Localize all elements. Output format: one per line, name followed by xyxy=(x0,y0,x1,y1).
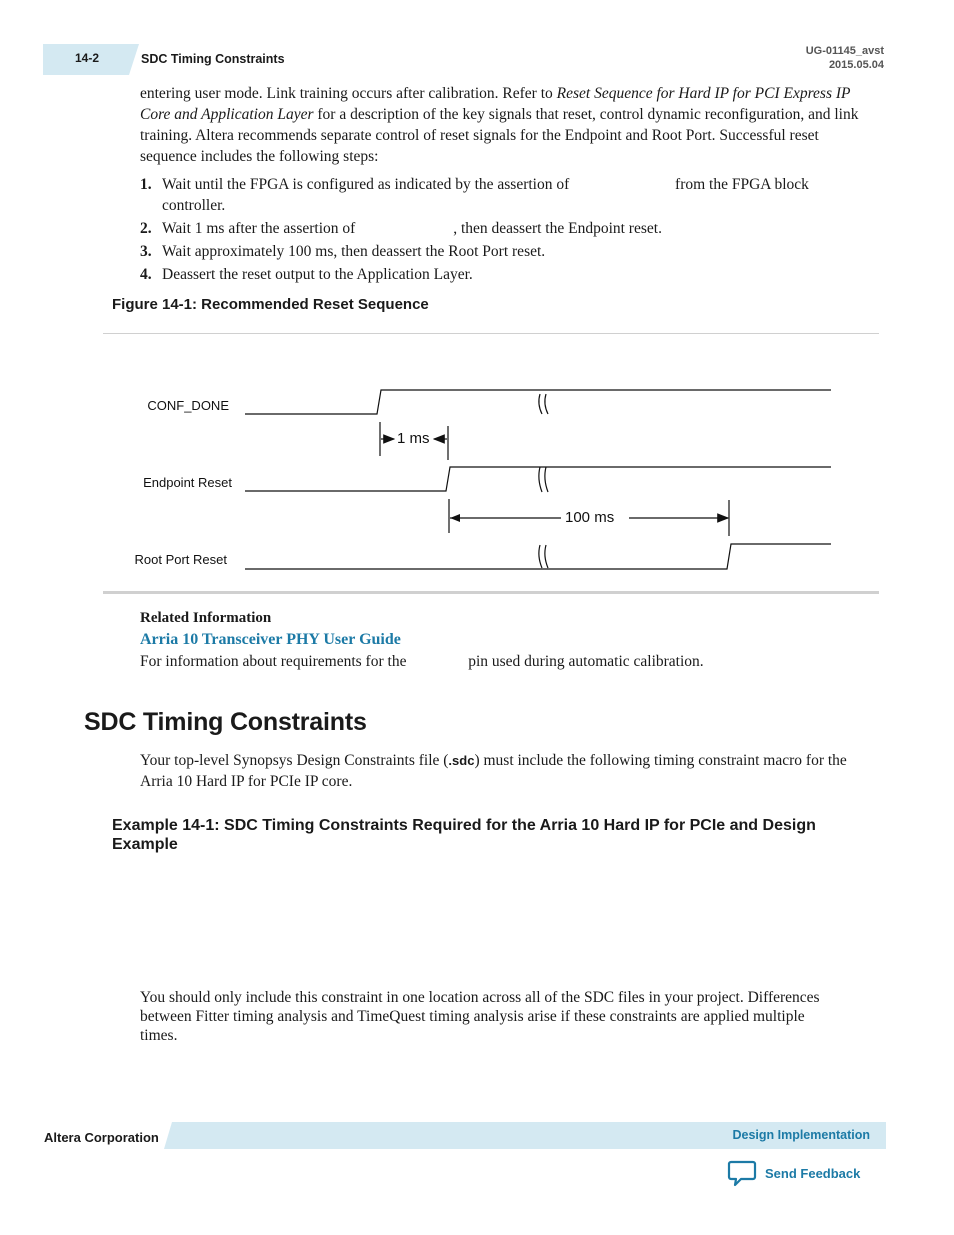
section-heading: SDC Timing Constraints xyxy=(84,708,367,736)
step-number: 1. xyxy=(140,176,152,193)
timing-diagram xyxy=(103,334,879,592)
step-1 xyxy=(140,174,870,216)
send-feedback-label: Send Feedback xyxy=(765,1165,861,1181)
step-text: from the FPGA block controller. xyxy=(162,176,809,214)
step-number: 3. xyxy=(140,243,152,260)
step-2 xyxy=(140,218,870,239)
step-text: , then deassert the Endpoint reset. xyxy=(453,220,662,237)
related-info-link[interactable]: Arria 10 Transceiver PHY User Guide xyxy=(140,631,401,648)
doc-id: UG-01145_avst xyxy=(805,45,884,57)
intro-text-2: for a description of the key signals that reset, control dynamic reconfiguration, and link training. Altera recommends separate control of reset signals for the Endpoint and Root Port. Successful reset sequence includes the following steps: xyxy=(140,106,859,165)
signal-label: Endpoint Reset xyxy=(143,475,232,490)
related-desc-text: For information about requirements for the xyxy=(140,653,411,670)
closing-paragraph: You should only include this constraint in one location across all of the SDC files in your project. Differences between Fitter timing analysis and TimeQuest timing analysis arise if these constraints are applied multiple times. xyxy=(140,989,820,1044)
example-caption: Example 14-1: SDC Timing Constraints Required for the Arria 10 Hard IP for PCIe and Design Example xyxy=(112,817,816,853)
break-mark xyxy=(539,467,548,492)
speech-bubble-icon xyxy=(727,1159,757,1187)
endpoint-reset-waveform xyxy=(245,467,831,491)
send-feedback-link[interactable] xyxy=(727,1158,860,1188)
delay-label: 100 ms xyxy=(565,509,615,526)
footer-chapter-link[interactable]: Design Implementation xyxy=(732,1128,870,1142)
step-text: Wait 1 ms after the assertion of xyxy=(162,220,360,237)
step-text: Deassert the reset output to the Application Layer. xyxy=(162,266,473,283)
intro-italic-ref: Reset Sequence for Hard IP for PCI Express IP Core and Application Layer xyxy=(140,85,851,123)
figure-bottom-divider xyxy=(103,591,879,594)
conf-done-waveform xyxy=(245,390,831,414)
related-info-description xyxy=(140,653,704,671)
header-section-title: SDC Timing Constraints xyxy=(141,52,285,66)
step-4 xyxy=(140,264,870,285)
step-number: 2. xyxy=(140,220,152,237)
step-3 xyxy=(140,241,870,262)
break-mark xyxy=(539,394,548,414)
related-desc-text: pin used during automatic calibration. xyxy=(464,653,704,670)
page-number: 14-2 xyxy=(75,51,100,65)
signal-label: CONF_DONE xyxy=(147,398,229,413)
step-text: Wait approximately 100 ms, then deassert the Root Port reset. xyxy=(162,243,546,260)
doc-id-block xyxy=(806,44,884,72)
sdc-text: ) must include the following timing constraint macro for the Arria 10 Hard IP for PCIe IP core. xyxy=(140,752,847,790)
break-mark xyxy=(539,545,548,568)
related-info-heading: Related Information xyxy=(140,610,272,626)
sdc-file-extension: .sdc xyxy=(448,753,475,768)
root-port-reset-waveform xyxy=(245,544,831,569)
delay-label: 1 ms xyxy=(397,430,430,447)
signal-label: Root Port Reset xyxy=(134,552,227,567)
intro-text-1: entering user mode. Link training occurs after calibration. Refer to xyxy=(140,85,557,102)
step-number: 4. xyxy=(140,266,152,283)
figure-caption: Figure 14-1: Recommended Reset Sequence xyxy=(112,296,429,313)
footer-company: Altera Corporation xyxy=(44,1130,159,1145)
sdc-text: Your top-level Synopsys Design Constraints file ( xyxy=(140,752,449,769)
doc-date: 2015.05.04 xyxy=(828,59,884,71)
step-text: Wait until the FPGA is configured as indicated by the assertion of xyxy=(162,176,574,193)
sdc-paragraph xyxy=(140,750,880,792)
intro-paragraph xyxy=(140,83,870,167)
